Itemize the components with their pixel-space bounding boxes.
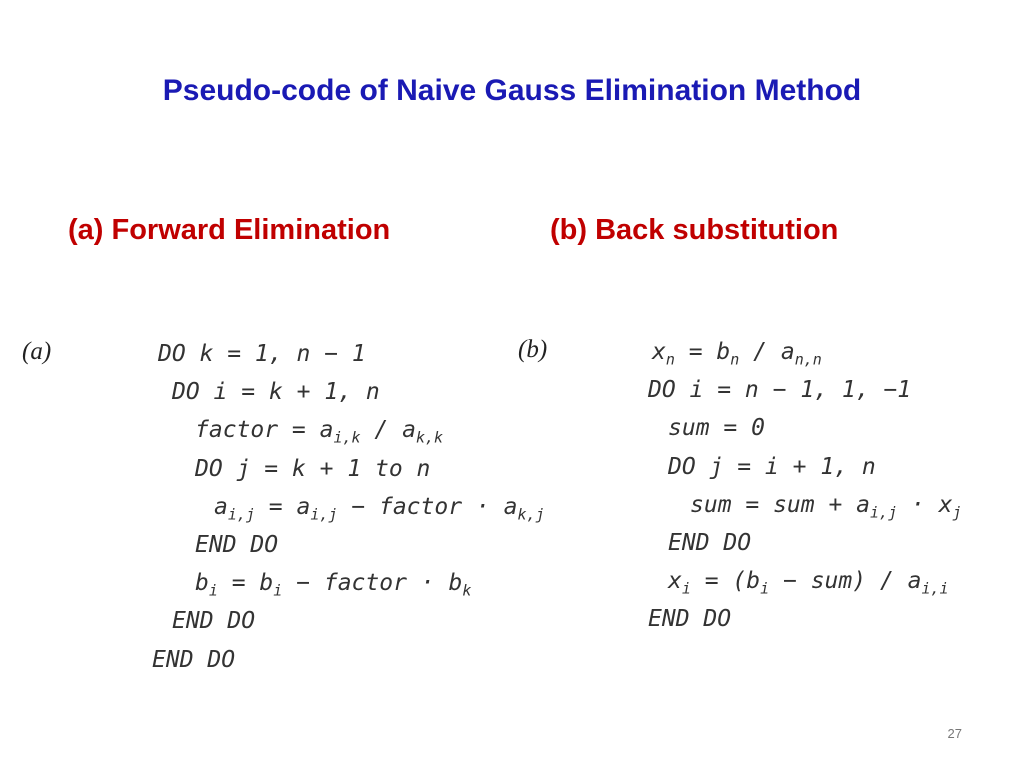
code-a-line: DO i = k + 1, n (172, 379, 380, 406)
subtitle-back-substitution: (b) Back substitution (550, 214, 839, 246)
code-a-line: END DO (172, 608, 256, 635)
code-b-line: END DO (668, 530, 752, 556)
code-b-line: sum = 0 (668, 415, 765, 442)
slide-title: Pseudo-code of Naive Gauss Elimination Method (162, 74, 862, 107)
subtitle-forward-elimination: (a) Forward Elimination (68, 214, 391, 246)
code-b-line: $x_n = b_n / a_{n,n}$ (652, 339, 822, 369)
code-a-line: $b_i = b_i$ − factor · $b_k$ (195, 570, 472, 600)
code-b-line: DO j = i + 1, n (668, 453, 876, 480)
code-a-tag: (a) (22, 338, 52, 365)
page-number: 27 (947, 726, 962, 741)
code-a-line: DO j = k + 1 to n (195, 455, 431, 482)
code-a-line: factor = $a_{i,k} / a_{k,k}$ (195, 417, 444, 447)
code-b-line: sum = sum + $a_{i,j} \cdot x_j$ (690, 491, 962, 522)
code-b-line: DO i = n − 1, 1, −1 (648, 377, 912, 404)
code-a-line: END DO (152, 646, 236, 673)
code-a-line: END DO (195, 532, 279, 558)
code-a-line: DO k = 1, n − 1 (158, 341, 366, 367)
code-b-line: $x_i = (b_i - sum) / a_{i,i}$ (668, 568, 949, 598)
code-a-line: $a_{i,j} = a_{i,j}$ − factor · $a_{k,j}$ (214, 493, 545, 524)
code-b-tag: (b) (518, 336, 548, 363)
code-b-line: END DO (648, 606, 732, 633)
